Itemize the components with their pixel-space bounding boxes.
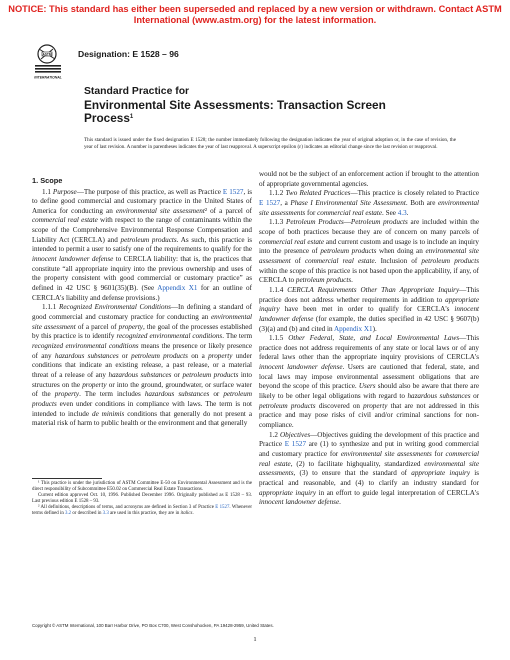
paragraph-1-1-1: 1.1.1 Recognized Environmental Conditions—In defining a standard of good commercial and customary practice for conducting an environmental site assessment of a parcel of property, the goal of the processes established by this practice is to identify recognized environmental conditions. The term recognized environmental conditions means the presence or likely presence of any hazardous substances or petroleum products on a property under conditions that indicate an existing release, a past release, or a material threat of a release of any hazardous substances or petroleum products into structures on the property or into the ground, groundwater, or surface water of the property. The term includes hazardous substances or petroleum products even under conditions in compliance with laws. The term is not intended to include de minimis conditions that generally do not present a material risk of harm to public health or the environment and that generally <box>32 303 253 428</box>
paragraph-continued: would not be the subject of an enforcement action if brought to the attention of appropriate governmental agencies. <box>259 170 479 188</box>
paragraph-1-1-5: 1.1.5 Other Federal, State, and Local Environmental Laws—This practice does not address requirements of any state or local laws or of any federal laws other than the appropriate inquiry provisions of CERCLA's innocent landowner defense. Users are cautioned that federal, state, and local laws may impose environmental assessment obligations that are beyond the scope of this practice. Users should also be aware that there are likely to be other legal obligations with regard to hazardous substances or petroleum products discovered on property that are not addressed in this practice and may pose risks of civil and/or criminal sanctions for non-compliance. <box>259 334 480 430</box>
footnotes <box>32 481 252 518</box>
notice-line-1: NOTICE: This standard has either been superseded and replaced by a new version or withdrawn. Contact ASTM <box>8 4 502 14</box>
footnote-2: ² All definitions, descriptions of terms, and acronyms are defined in Section 3 of Practice E 1527. Whenever terms defined in 3.2 or described in 3.3 are used in this practice, they are in italics. <box>32 505 252 517</box>
title-line-1: Standard Practice for <box>84 86 190 97</box>
footnote-1: ¹ This practice is under the jurisdiction of ASTM Committee E-50 on Environmental Assessment and is the direct responsibility of Subcommittee E50.02 on Commercial Real Estate Transactions. <box>32 481 252 493</box>
link-e1527-2[interactable]: E 1527 <box>259 198 281 207</box>
astm-logo <box>33 43 63 83</box>
paragraph-1-1-2: 1.1.2 Two Related Practices—This practice is closely related to Practice E 1527, a Phase I Environmental Site Assessment. Both are environmental site assessments for commercial real estate. See 4.3. <box>259 189 479 217</box>
footnote-divider <box>32 478 102 479</box>
footnote-link-3-3[interactable]: 3.3 <box>102 511 109 517</box>
page-number: 1 <box>253 636 257 643</box>
notice-line-2: International (www.astm.org) for the latest information. <box>133 15 377 25</box>
title-footnote-mark: 1 <box>129 114 134 120</box>
footnote-1-edition: Current edition approved Oct. 10, 1996. Published December 1996. Originally published as E 1528 – 93. Last previous edition E 1528 – 93. <box>32 493 252 505</box>
section-heading: 1. Scope <box>32 176 63 185</box>
title-line-2: Environmental Site Assessments: Transaction Screen <box>84 97 386 112</box>
left-column <box>32 176 252 429</box>
title-line-3: Process <box>84 111 130 125</box>
supersession-notice <box>0 4 510 26</box>
footnote-link-3-2[interactable]: 3.2 <box>65 511 72 517</box>
paragraph-1-1-4: 1.1.4 CERCLA Requirements Other Than Appropriate Inquiry—This practice does not address whether requirements in addition to appropriate inquiry have been met in order to qualify for CERCLA's innocent landowner defense (for example, the duties specified in 42 USC § 9607(b)(3)(a) and (b) and cited in Appendix X1). <box>259 285 479 333</box>
designation: Designation: E 1528 – 96 <box>78 49 179 59</box>
svg-text:ASTM: ASTM <box>42 52 52 57</box>
footnote-link-e1527[interactable]: E 1527 <box>215 505 230 511</box>
issuance-note: This standard is issued under the fixed designation E 1528; the number immediately following the designation indicates the year of original adoption or, in the case of revision, the year of last revision. A number in parentheses indicates the year of last reapproval. A superscript epsilon (ε) indicates an editorial change since the last revision or reapproval. <box>84 137 456 150</box>
link-appendix-x1-2[interactable]: Appendix X1 <box>333 324 373 333</box>
link-e1527-3[interactable]: E 1527 <box>284 440 307 449</box>
paragraph-1-1-3: 1.1.3 Petroleum Products—Petroleum products are included within the scope of both practices because they are of concern on many parcels of commercial real estate and current custom and usage is to include an inquiry into the presence of petroleum products when doing an environmental site assessment of commercial real estate. Inclusion of petroleum products within the scope of this practice is not based upon the applicability, if any, of CERCLA to petroleum products. <box>259 218 479 285</box>
paragraph-1-1: 1.1 Purpose—The purpose of this practice, as well as Practice E 1527, is to define good commercial and customary practice in the United States of America for conducting an environmental site assessment² of a parcel of commercial real estate with respect to the range of contaminants within the scope of the Comprehensive Environmental Response Compensation and Liability Act (CERCLA) and petroleum products. As such, this practice is intended to permit a user to satisfy one of the requirements to qualify for the innocent landowner defense to CERCLA liability: that is, the practices that constitute “all appropriate inquiry into the previous ownership and uses of the property consistent with good commercial or customary practice” as defined in 42 USC § 9601(35)(B). (See Appendix X1 for an outline of CERCLA's liability and defense provisions.) <box>32 187 252 302</box>
document-title <box>84 86 444 125</box>
link-appendix-x1[interactable]: Appendix X1 <box>157 284 198 293</box>
paragraph-1-2: 1.2 Objectives—Objectives guiding the development of this practice and Practice E 1527 are (1) to synthesize and put in writing good commercial and customary practice for environmental site assessments for commercial real estate, (2) to facilitate highquality, standardized environmental site assessments, (3) to ensure that the standard of appropriate inquiry is practical and reasonable, and (4) to clarify an industry standard for appropriate inquiry in an effort to guide legal interpretation of CERCLA's innocent landowner defense. <box>259 430 480 507</box>
link-4-3[interactable]: 4.3 <box>397 208 407 217</box>
copyright-notice: Copyright © ASTM International, 100 Barr Harbor Drive, PO Box C700, West Conshohocken, PA 19428-2959, United States. <box>32 623 274 628</box>
link-e1527[interactable]: E 1527 <box>222 187 244 196</box>
svg-text:INTERNATIONAL: INTERNATIONAL <box>34 75 62 80</box>
right-column <box>259 170 479 508</box>
